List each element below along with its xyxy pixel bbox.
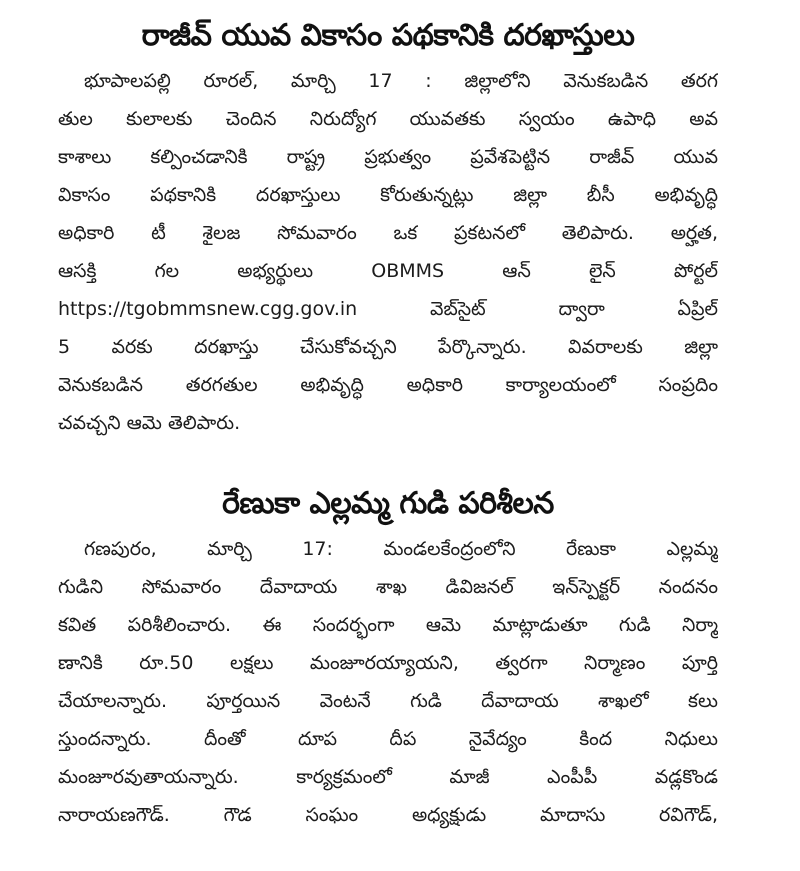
body-line: గుడిని సోమవారం దేవాదాయ శాఖ డివిజనల్ ఇన్‌స్పెక్టర్ నందనం — [58, 576, 718, 598]
body-line: గణపురం, మార్చి 17: మండలకేంద్రంలోని రేణుకా ఎల్లమ్మ — [84, 538, 718, 560]
body-line: ణానికి రూ.50 లక్షలు మంజూరయ్యాయని, త్వరగా నిర్మాణం పూర్తి — [58, 652, 718, 674]
body-line: చేయాలన్నారు. పూర్తయిన వెంటనే గుడి దేవాదాయ శాఖలో కలు — [58, 690, 718, 712]
body-line: వెనుకబడిన తరగతుల అభివృద్ధి అధికారి కార్యాలయంలో సంప్రదిం — [58, 374, 718, 396]
article-body — [58, 530, 718, 834]
article-rajiv-yuva-vikasam — [58, 10, 718, 442]
body-line-url: https://tgobmmsnew.cgg.gov.in వెబ్‌సైట్ ద్వారా ఏప్రిల్ — [58, 298, 718, 320]
body-line: స్తుందన్నారు. దీంతో దూప దీప నైవేద్యం కింద నిధులు — [58, 728, 718, 750]
body-line: కాశాలు కల్పించడానికి రాష్ట్ర ప్రభుత్వం ప్రవేశపెట్టిన రాజీవ్ యువ — [58, 146, 718, 168]
body-line: వికాసం పథకానికి దరఖాస్తులు కోరుతున్నట్లు జిల్లా బీసీ అభివృద్ధి — [58, 184, 718, 206]
article-body — [58, 62, 718, 442]
body-line: నారాయణగౌడ్. గౌడ సంఘం అధ్యక్షుడు మాదాసు రవిగౌడ్, — [58, 804, 718, 826]
body-line: 5 వరకు దరఖాస్తు చేసుకోవచ్చని పేర్కొన్నారు. వివరాలకు జిల్లా — [58, 336, 718, 358]
body-line: మంజూరవుతాయన్నారు. కార్యక్రమంలో మాజీ ఎంపీపీ వడ్లకొండ — [58, 766, 718, 788]
article-headline: రేణుకా ఎల్లమ్మ గుడి పరిశీలన — [222, 486, 554, 521]
body-line: తుల కులాలకు చెందిన నిరుద్యోగ యువతకు స్వయం ఉపాధి అవ — [58, 108, 718, 130]
body-line: ఆసక్తి గల అభ్యర్థులు OBMMS ఆన్ లైన్ పోర్టల్ — [58, 260, 718, 282]
body-line: కవిత పరిశీలించారు. ఈ సందర్భంగా ఆమె మాట్లాడుతూ గుడి నిర్మా — [58, 614, 718, 636]
article-headline: రాజీవ్ యువ వికాసం పథకానికి దరఖాస్తులు — [141, 18, 635, 53]
body-line: భూపాలపల్లి రూరల్, మార్చి 17 : జిల్లాలోని వెనుకబడిన తరగ — [84, 70, 718, 92]
body-line: చవచ్చని ఆమె తెలిపారు. — [58, 412, 241, 434]
article-renuka-yellamma-temple — [58, 478, 718, 834]
body-line: అధికారి టీ శైలజ సోమవారం ఒక ప్రకటనలో తెలిపారు. అర్హత, — [58, 222, 718, 244]
